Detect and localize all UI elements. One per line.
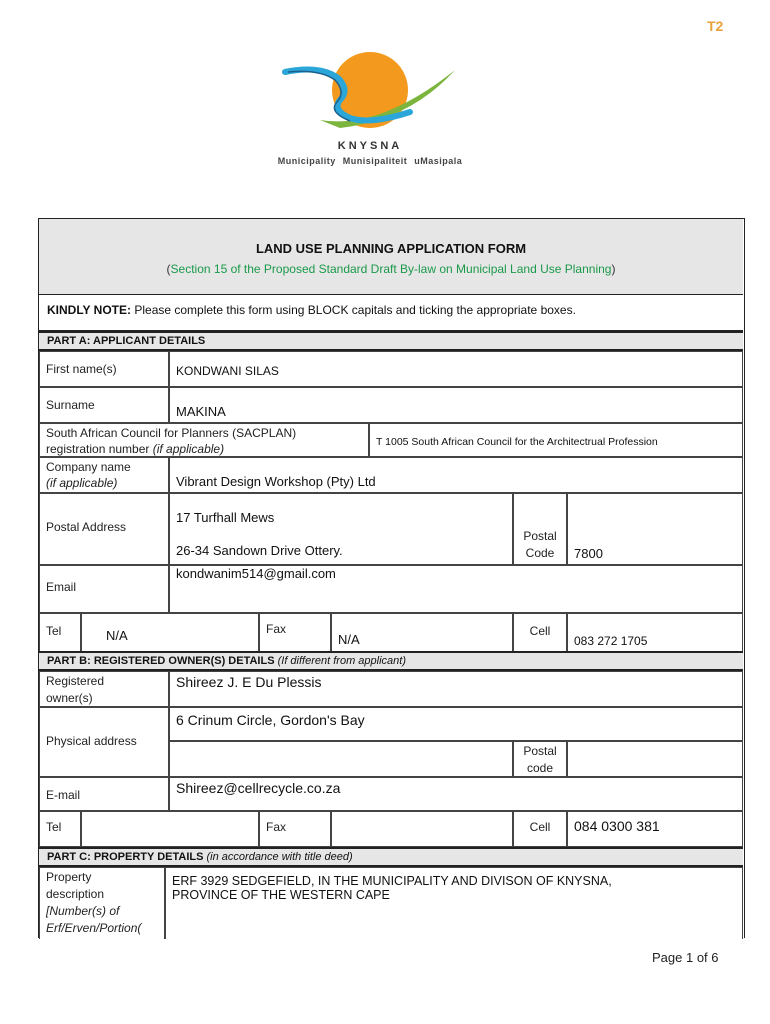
sacplan-label: South African Council for Planners (SACPLAN) registration number (if applicable)	[39, 423, 369, 457]
cell-field[interactable]: 083 272 1705	[567, 613, 743, 653]
company-label: Company name (if applicable)	[39, 457, 169, 493]
knysna-logo	[240, 50, 500, 180]
logo-subtitle: Municipality Munisipaliteit uMasipala	[277, 156, 463, 166]
owner-fax-field[interactable]	[331, 811, 513, 847]
owner-tel-field[interactable]	[81, 811, 259, 847]
surname-label: Surname	[39, 387, 169, 423]
first-name-field[interactable]: KONDWANI SILAS	[169, 351, 743, 387]
physical-address-field[interactable]: 6 Crinum Circle, Gordon's Bay	[169, 707, 743, 741]
part-b-heading: PART B: REGISTERED OWNER(S) DETAILS (If different from applicant)	[39, 651, 743, 671]
form-title: LAND USE PLANNING APPLICATION FORM	[255, 241, 527, 256]
owner-fax-label: Fax	[259, 811, 331, 847]
postal-code-label: Postal Code	[513, 493, 567, 565]
document-tag: T2	[707, 18, 724, 34]
postal-address-field[interactable]: 17 Turfhall Mews 26-34 Sandown Drive Ottery.	[169, 493, 513, 565]
registered-owner-field[interactable]: Shireez J. E Du Plessis	[169, 671, 743, 707]
email-field[interactable]: kondwanim514@gmail.com	[169, 565, 743, 613]
part-a-heading: PART A: APPLICANT DETAILS	[39, 331, 743, 351]
physical-address-line2-field[interactable]	[169, 741, 513, 777]
logo-name: KNYSNA	[337, 140, 403, 152]
owner-postal-code-field[interactable]	[567, 741, 743, 777]
fax-field[interactable]: N/A	[331, 613, 513, 653]
property-description-field[interactable]: ERF 3929 SEDGEFIELD, IN THE MUNICIPALITY AND DIVISON OF KNYSNA, PROVINCE OF THE WESTERN CAPE	[165, 867, 743, 939]
owner-email-field[interactable]: Shireez@cellrecycle.co.za	[169, 777, 743, 811]
postal-code-field[interactable]: 7800	[567, 493, 743, 565]
part-c-heading: PART C: PROPERTY DETAILS (in accordance with title deed)	[39, 847, 743, 867]
tel-label: Tel	[39, 613, 81, 653]
kindly-note: KINDLY NOTE: Please complete this form using BLOCK capitals and ticking the appropriate boxes.	[39, 295, 743, 331]
email-label: Email	[39, 565, 169, 613]
application-form	[38, 218, 745, 938]
surname-field[interactable]: MAKINA	[169, 387, 743, 423]
cell-label: Cell	[513, 613, 567, 653]
fax-label: Fax	[259, 613, 331, 653]
company-field[interactable]: Vibrant Design Workshop (Pty) Ltd	[169, 457, 743, 493]
page-number: Page 1 of 6	[652, 950, 719, 965]
owner-tel-label: Tel	[39, 811, 81, 847]
postal-address-label: Postal Address	[39, 493, 169, 565]
owner-email-label: E-mail	[39, 777, 169, 811]
tel-field[interactable]: N/A	[81, 613, 259, 653]
owner-postal-code-label: Postal code	[513, 741, 567, 777]
form-header	[39, 219, 743, 295]
property-description-label: Property description [Number(s) of Erf/Erven/Portion(	[39, 867, 165, 939]
logo-emblem-icon	[280, 50, 460, 135]
owner-cell-field[interactable]: 084 0300 381	[567, 811, 743, 847]
owner-cell-label: Cell	[513, 811, 567, 847]
registered-owner-label: Registered owner(s)	[39, 671, 169, 707]
form-subtitle: (Section 15 of the Proposed Standard Draft By-law on Municipal Land Use Planning)	[166, 262, 616, 276]
sacplan-field[interactable]: T 1005 South African Council for the Architectrual Profession	[369, 423, 743, 457]
first-name-label: First name(s)	[39, 351, 169, 387]
physical-address-label: Physical address	[39, 707, 169, 777]
